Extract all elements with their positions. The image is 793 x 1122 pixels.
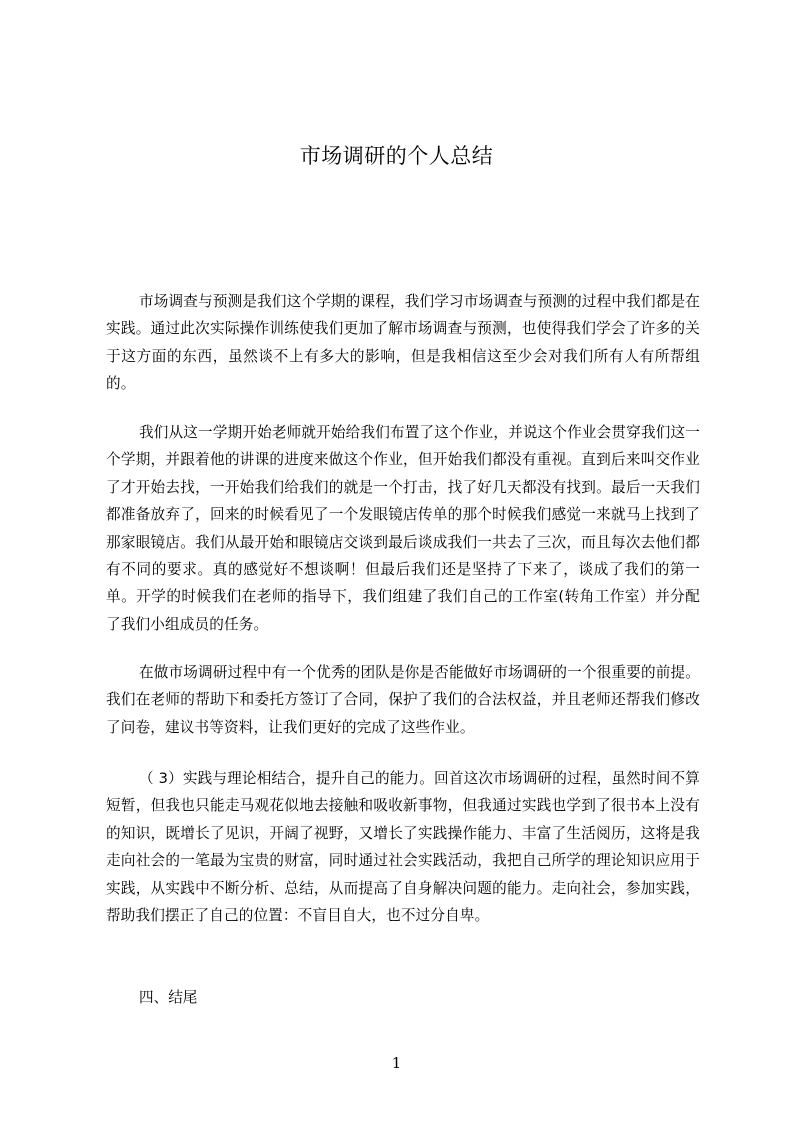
paragraph-4: （ 3）实践与理论相结合，提升自己的能力。回首这次市场调研的过程，虽然时间不算短暂，但我也只能走马观花似地去接触和吸收新事物，但我通过实践也学到了很书本上没有的知识，既增长了见识，开阔了视野，又增长了实践操作能力、丰富了生活阅历，这将是我走向社会的一笔最为宝贵的财富，同时通过社会实践活动，我把自己所学的理论知识应用于实践，从实践中不断分析、总结，从而提高了自身解决问题的能力。走向社会，参加实践，帮助我们摆正了自己的位置：不盲目自大，也不过分自卑。 xyxy=(106,770,700,925)
paragraph-1: 市场调查与预测是我们这个学期的课程，我们学习市场调查与预测的过程中我们都是在实践。通过此次实际操作训练使我们更加了解市场调查与预测，也使得我们学会了许多的关于这方面的东西，虽然谈不上有多大的影响，但是我相信这至少会对我们所有人有所帮组的。 xyxy=(106,293,700,393)
paragraph-3: 在做市场调研过程中有一个优秀的团队是你是否能做好市场调研的一个很重要的前提。我们在老师的帮助下和委托方签订了合同，保护了我们的合法权益，并且老师还帮我们修改了问卷，建议书等资料，让我们更好的完成了这些作业。 xyxy=(106,664,700,736)
page-number: 1 xyxy=(391,1054,402,1072)
paragraph-2: 我们从这一学期开始老师就开始给我们布置了这个作业，并说这个作业会贯穿我们这一个学期，并跟着他的讲课的进度来做这个作业，但开始我们都没有重视。直到后来叫交作业了才开始去找，一开始我们给我们的就是一个打击，找了好几天都没有找到。最后一天我们都准备放弃了，回来的时候看见了一个发眼镜店传单的那个时候我们感觉一来就马上找到了那家眼镜店。我们从最开始和眼镜店交谈到最后谈成我们一共去了三次，而且每次去他们都有不同的要求。真的感觉好不想谈啊！但最后我们还是坚持了下来了，谈成了我们的第一单。开学的时候我们在老师的指导下，我们组建了我们自己的工作室(转角工作室）并分配了我们小组成员的任务。 xyxy=(106,424,700,633)
section-heading-conclusion: 四、结尾 xyxy=(139,989,198,1006)
document-title: 市场调研的个人总结 xyxy=(299,144,494,168)
